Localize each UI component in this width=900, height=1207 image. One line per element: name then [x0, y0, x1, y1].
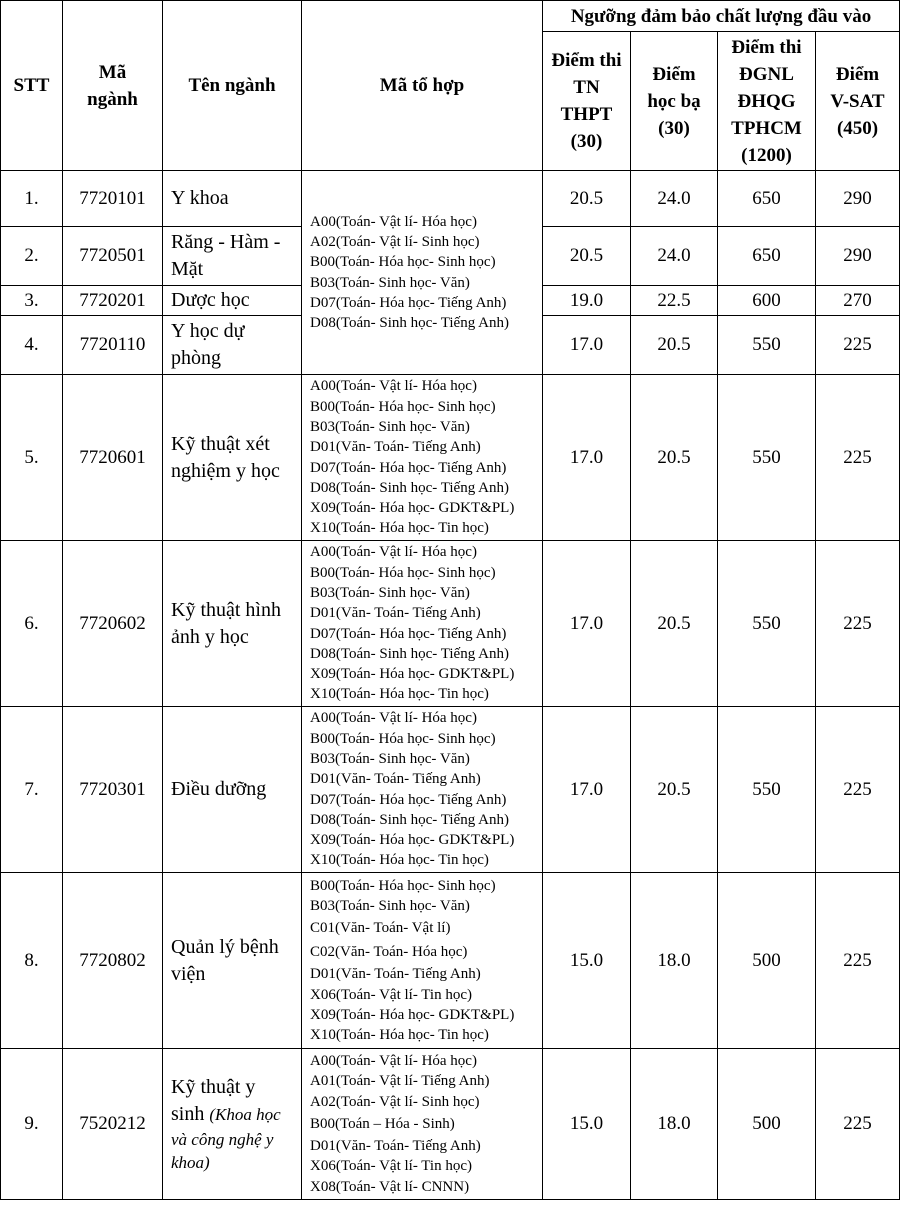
- header-ma-nganh: [63, 1, 163, 171]
- combo-item: C02(Văn- Toán- Hóa học): [310, 944, 468, 961]
- table-row: [1, 375, 900, 541]
- header-thpt-line: THPT: [560, 104, 613, 125]
- combo-item: X10(Toán- Hóa học- Tin học): [310, 852, 489, 869]
- header-vsat: [816, 32, 900, 171]
- combo-item: B03(Toán- Sinh học- Văn): [310, 418, 470, 435]
- major-name-cell: [163, 171, 302, 227]
- combo-cell: [302, 541, 543, 707]
- header-dgnl: [718, 32, 816, 171]
- combo-item: A02(Toán- Vật lí- Sinh học): [310, 233, 480, 250]
- combo-item: B03(Toán- Sinh học- Văn): [310, 897, 470, 914]
- vsat-score-cell: 225: [816, 541, 900, 707]
- combo-item: X08(Toán- Vật lí- CNNN): [310, 1178, 470, 1195]
- stt-cell: 8.: [1, 873, 63, 1049]
- hocba-score-cell: 20.5: [631, 316, 718, 375]
- code-cell: 7720101: [63, 171, 163, 227]
- table-row: [1, 873, 900, 1049]
- hocba-score-cell: 18.0: [631, 873, 718, 1049]
- major-name-cell: [163, 375, 302, 541]
- header-ma-to-hop: Mã tổ hợp: [302, 1, 543, 171]
- code-cell: 7720301: [63, 707, 163, 873]
- major-name-cell: [163, 1049, 302, 1200]
- combo-item: B03(Toán- Sinh học- Văn): [310, 750, 470, 767]
- hocba-score-cell: 20.5: [631, 375, 718, 541]
- combo-item: D01(Văn- Toán- Tiếng Anh): [310, 1138, 481, 1154]
- combo-item: A02(Toán- Vật lí- Sinh học): [310, 1093, 480, 1110]
- combo-item: X10(Toán- Hóa học- Tin học): [310, 520, 489, 537]
- combo-item: D07(Toán- Hóa học- Tiếng Anh): [310, 791, 507, 808]
- header-ma-nganh-line: ngành: [87, 88, 138, 110]
- major-name-line: sinh: [171, 1103, 205, 1125]
- combo-cell: [302, 707, 543, 873]
- header-hocba: [631, 32, 718, 171]
- vsat-score-cell: 290: [816, 171, 900, 227]
- major-name-line: Y học dự: [171, 320, 245, 342]
- dgnl-score-cell: 550: [718, 375, 816, 541]
- stt-cell: 3.: [1, 286, 63, 316]
- header-dgnl-line: ĐHQG: [737, 90, 796, 112]
- hocba-score-cell: 24.0: [631, 171, 718, 227]
- dgnl-score-cell: 550: [718, 707, 816, 873]
- major-name-line: Răng - Hàm -: [171, 231, 281, 253]
- major-name-line: Kỹ thuật xét: [171, 432, 270, 455]
- header-thpt-line: TN: [573, 77, 600, 98]
- header-ma-nganh-line: Mã: [98, 61, 127, 83]
- header-vsat-line: (450): [836, 117, 879, 139]
- header-vsat-line: Điểm: [835, 63, 880, 85]
- combo-item: X09(Toán- Hóa học- GDKT&PL): [310, 832, 515, 849]
- combo-item: A00(Toán- Vật lí- Hóa học): [310, 213, 477, 230]
- header-dgnl-line: Điểm thi: [731, 36, 802, 58]
- stt-cell: 9.: [1, 1049, 63, 1200]
- combo-item: D07(Toán- Hóa học- Tiếng Anh): [310, 625, 507, 642]
- vsat-score-cell: 290: [816, 227, 900, 286]
- header-hocba-line: học bạ: [647, 90, 701, 112]
- major-name-line: Điều dưỡng: [171, 778, 267, 800]
- combo-item: D08(Toán- Sinh học- Tiếng Anh): [310, 645, 509, 662]
- major-name-cell: [163, 707, 302, 873]
- major-name-cell: [163, 873, 302, 1049]
- stt-cell: 5.: [1, 375, 63, 541]
- combo-cell: [302, 1049, 543, 1200]
- table-row: [1, 1049, 900, 1200]
- major-name-note: và công nghệ y: [171, 1130, 274, 1149]
- major-name-cell: [163, 286, 302, 316]
- dgnl-score-cell: 500: [718, 873, 816, 1049]
- thpt-score-cell: 20.5: [543, 227, 631, 286]
- header-stt: STT: [1, 1, 63, 171]
- major-name-note: (Khoa học: [209, 1105, 281, 1124]
- stt-cell: 7.: [1, 707, 63, 873]
- major-name-line: Mặt: [171, 258, 204, 280]
- code-cell: 7720110: [63, 316, 163, 375]
- combo-item: B03(Toán- Sinh học- Văn): [310, 584, 470, 601]
- thpt-score-cell: 17.0: [543, 316, 631, 375]
- combo-item: A00(Toán- Vật lí- Hóa học): [310, 544, 477, 561]
- hocba-score-cell: 20.5: [631, 707, 718, 873]
- combo-item: X09(Toán- Hóa học- GDKT&PL): [310, 500, 515, 517]
- thpt-score-cell: 17.0: [543, 707, 631, 873]
- combo-item: D01(Văn- Toán- Tiếng Anh): [310, 605, 481, 622]
- code-cell: 7720201: [63, 286, 163, 316]
- header-group-title: Ngưỡng đảm bảo chất lượng đầu vào: [543, 1, 900, 32]
- major-name-line: Kỹ thuật y: [171, 1076, 256, 1098]
- dgnl-score-cell: 650: [718, 171, 816, 227]
- thpt-score-cell: 20.5: [543, 171, 631, 227]
- combo-item: A01(Toán- Vật lí- Tiếng Anh): [310, 1073, 490, 1090]
- major-name-line: Kỹ thuật hình: [171, 598, 281, 621]
- stt-cell: 1.: [1, 171, 63, 227]
- combo-item: B00(Toán- Hóa học- Sinh học): [310, 564, 496, 581]
- combo-item: B00(Toán- Hóa học- Sinh học): [310, 877, 496, 894]
- thpt-score-cell: 19.0: [543, 286, 631, 316]
- combo-item: A00(Toán- Vật lí- Hóa học): [310, 378, 477, 395]
- code-cell: 7720501: [63, 227, 163, 286]
- dgnl-score-cell: 550: [718, 541, 816, 707]
- major-name-line: ảnh y học: [171, 625, 249, 648]
- combo-item: X09(Toán- Hóa học- GDKT&PL): [310, 666, 515, 683]
- thpt-score-cell: 15.0: [543, 1049, 631, 1200]
- header-dgnl-line: ĐGNL: [739, 63, 794, 85]
- major-name-line: viện: [171, 962, 206, 985]
- major-name-cell: [163, 227, 302, 286]
- vsat-score-cell: 225: [816, 375, 900, 541]
- table-row: [1, 707, 900, 873]
- dgnl-score-cell: 550: [718, 316, 816, 375]
- combo-item: D08(Toán- Sinh học- Tiếng Anh): [310, 315, 509, 332]
- vsat-score-cell: 270: [816, 286, 900, 316]
- combo-item: C01(Văn- Toán- Vật lí): [310, 920, 451, 937]
- code-cell: 7520212: [63, 1049, 163, 1200]
- major-name-cell: [163, 316, 302, 375]
- stt-cell: 2.: [1, 227, 63, 286]
- combo-item: D01(Văn- Toán- Tiếng Anh): [310, 966, 481, 983]
- combo-item: A00(Toán- Vật lí- Hóa học): [310, 710, 477, 727]
- combo-item: B00(Toán- Hóa học- Sinh học): [310, 398, 496, 415]
- combo-item: B00(Toán- Hóa học- Sinh học): [310, 254, 496, 271]
- thpt-score-cell: 17.0: [543, 541, 631, 707]
- header-ten-nganh: Tên ngành: [163, 1, 302, 171]
- vsat-score-cell: 225: [816, 1049, 900, 1200]
- major-name-line: Quản lý bệnh: [171, 935, 279, 958]
- combo-item: X10(Toán- Hóa học- Tin học): [310, 1027, 489, 1044]
- combo-item: X06(Toán- Vật lí- Tin học): [310, 1158, 472, 1175]
- hocba-score-cell: 18.0: [631, 1049, 718, 1200]
- combo-cell: [302, 873, 543, 1049]
- header-thpt-line: Điểm thi: [551, 50, 622, 71]
- hocba-score-cell: 24.0: [631, 227, 718, 286]
- combo-item: D08(Toán- Sinh học- Tiếng Anh): [310, 811, 509, 828]
- combo-item: B03(Toán- Sinh học- Văn): [310, 274, 470, 291]
- combo-item: B00(Toán – Hóa - Sinh): [310, 1116, 455, 1132]
- combo-item: X09(Toán- Hóa học- GDKT&PL): [310, 1006, 515, 1023]
- table-row: [1, 171, 900, 227]
- code-cell: 7720802: [63, 873, 163, 1049]
- combo-item: D01(Văn- Toán- Tiếng Anh): [310, 771, 481, 788]
- hocba-score-cell: 20.5: [631, 541, 718, 707]
- major-name-line: nghiệm y học: [171, 459, 280, 482]
- vsat-score-cell: 225: [816, 873, 900, 1049]
- header-hocba-line: Điểm: [652, 63, 696, 85]
- combo-item: D07(Toán- Hóa học- Tiếng Anh): [310, 459, 507, 476]
- stt-cell: 4.: [1, 316, 63, 375]
- major-name-note: khoa): [171, 1153, 210, 1172]
- combo-item: D07(Toán- Hóa học- Tiếng Anh): [310, 294, 507, 311]
- combo-item: X10(Toán- Hóa học- Tin học): [310, 686, 489, 703]
- vsat-score-cell: 225: [816, 316, 900, 375]
- header-thpt: [543, 32, 631, 171]
- table-row: [1, 541, 900, 707]
- stt-cell: 6.: [1, 541, 63, 707]
- major-name-line: Y khoa: [171, 187, 229, 209]
- combo-item: X06(Toán- Vật lí- Tin học): [310, 986, 472, 1003]
- combo-item: B00(Toán- Hóa học- Sinh học): [310, 730, 496, 747]
- combo-item: A00(Toán- Vật lí- Hóa học): [310, 1053, 477, 1070]
- dgnl-score-cell: 500: [718, 1049, 816, 1200]
- combo-item: D01(Văn- Toán- Tiếng Anh): [310, 439, 481, 456]
- header-hocba-line: (30): [658, 117, 690, 139]
- combo-cell: [302, 171, 543, 375]
- header-dgnl-line: TPHCM: [731, 117, 802, 139]
- thpt-score-cell: 15.0: [543, 873, 631, 1049]
- major-name-line: Dược học: [171, 289, 250, 311]
- vsat-score-cell: 225: [816, 707, 900, 873]
- code-cell: 7720602: [63, 541, 163, 707]
- major-name-cell: [163, 541, 302, 707]
- header-dgnl-line: (1200): [741, 144, 792, 166]
- combo-item: D08(Toán- Sinh học- Tiếng Anh): [310, 479, 509, 496]
- dgnl-score-cell: 600: [718, 286, 816, 316]
- hocba-score-cell: 22.5: [631, 286, 718, 316]
- code-cell: 7720601: [63, 375, 163, 541]
- header-thpt-line: (30): [570, 131, 603, 152]
- major-name-line: phòng: [171, 347, 221, 369]
- dgnl-score-cell: 650: [718, 227, 816, 286]
- header-vsat-line: V-SAT: [830, 90, 885, 112]
- thpt-score-cell: 17.0: [543, 375, 631, 541]
- combo-cell: [302, 375, 543, 541]
